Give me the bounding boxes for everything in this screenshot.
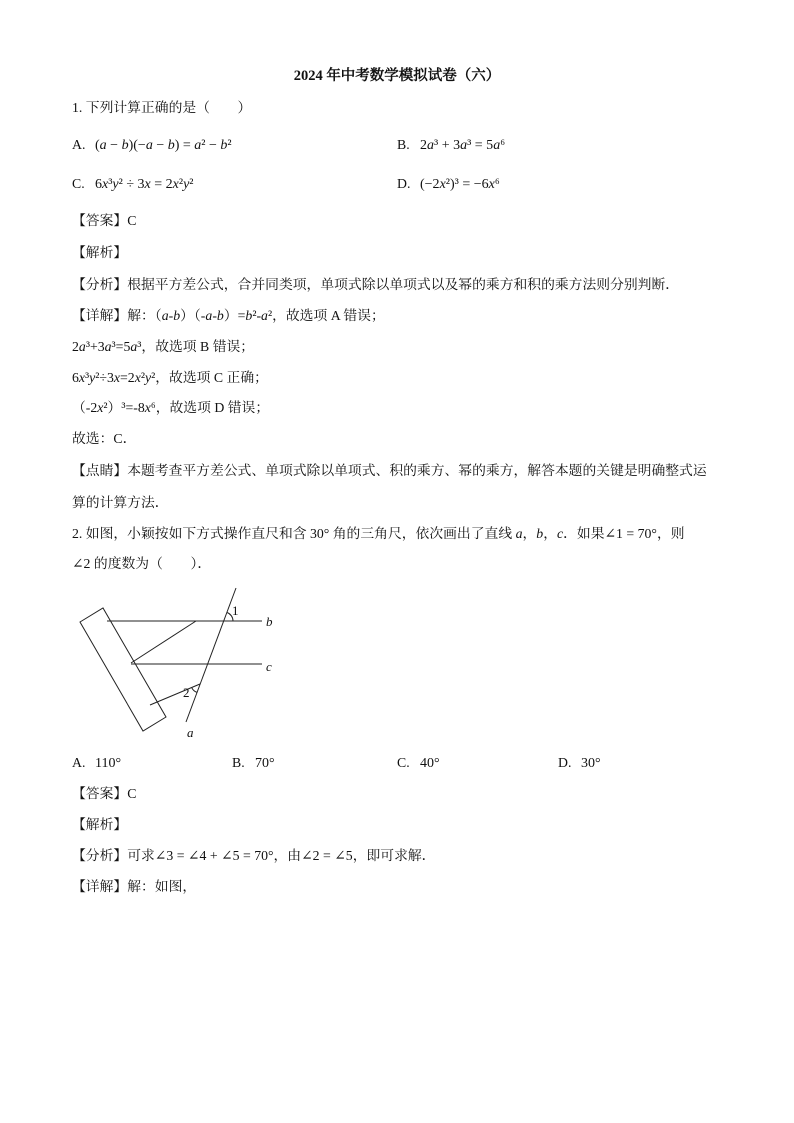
triangle-edge-lower (150, 684, 200, 705)
q1-fenxi-text: 根据平方差公式，合并同类项，单项式除以单项式以及幂的乘方和积的乘方法则分别判断． (127, 277, 680, 292)
q1-xiangjie-tag: 【详解】 (72, 308, 128, 323)
q2-option-b-value: 70° (255, 756, 275, 771)
line-a-label: a (187, 725, 194, 740)
q2-fenxi-tag: 【分析】 (72, 848, 128, 863)
q1-option-c (72, 174, 194, 195)
angle-2-arc (192, 688, 197, 693)
q2-xiangjie (72, 877, 196, 897)
line-a (186, 588, 236, 722)
q1-option-c-label: C. (72, 176, 85, 191)
q1-option-c-formula: 6x³y² ÷ 3x = 2x²y² (95, 177, 194, 192)
line-c-label: c (266, 659, 272, 674)
triangle-edge-upper (131, 621, 196, 663)
q1-answer-value: C (127, 213, 137, 228)
q1-fenxi (72, 275, 679, 295)
q2-option-a (72, 753, 121, 774)
q1-dianjing (72, 461, 707, 481)
q2-stem-line-1: 2. 如图，小颖按如下方式操作直尺和含 30° 角的三角尺，依次画出了直线 a，b，c．如果∠1 = 70°，则 (72, 526, 685, 541)
q2-option-d (558, 753, 601, 774)
q2-xiangjie-tag: 【详解】 (72, 879, 128, 894)
q1-option-b (397, 135, 505, 156)
q1-option-d-formula: (−2x²)³ = −6x⁶ (420, 177, 500, 192)
q2-answer-tag: 【答案】 (72, 786, 128, 801)
q2-answer-value: C (127, 786, 137, 801)
q1-stem: 1. 下列计算正确的是（ ） (72, 100, 252, 115)
q2-option-c-label: C. (397, 755, 410, 770)
q2-option-b (232, 753, 275, 774)
ruler (80, 608, 166, 731)
q1-xiangjie-line-2: 2a³+3a³=5a³，故选项 B 错误； (72, 339, 255, 354)
q1-fenxi-tag: 【分析】 (72, 277, 128, 292)
angle-1-label: 1 (232, 603, 239, 618)
q1-conclusion: 故选：C． (72, 431, 137, 446)
q2-fenxi (72, 846, 435, 866)
q1-xiangjie (72, 306, 385, 326)
q2-option-c (397, 753, 440, 774)
q2-option-b-label: B. (232, 755, 245, 770)
q2-figure (70, 580, 290, 745)
q1-answer-tag: 【答案】 (72, 213, 128, 228)
q1-analysis-heading: 【解析】 (72, 245, 128, 260)
q2-fenxi-text: 可求∠3 = ∠4 + ∠5 = 70°，由∠2 = ∠5，即可求解． (127, 848, 436, 863)
q1-xiangjie-line-3: 6x³y²÷3x=2x²y²，故选项 C 正确； (72, 370, 268, 385)
q1-option-b-label: B. (397, 137, 410, 152)
q1-dianjing-line-1: 本题考查平方差公式、单项式除以单项式、积的乘方、幂的乘方，解答本题的关键是明确整式运 (127, 463, 707, 478)
q2-stem-line-2: ∠2 的度数为（ ）． (72, 556, 212, 571)
q1-answer (72, 211, 136, 231)
q2-xiangjie-text: 解：如图， (127, 879, 197, 894)
q1-dianjing-tag: 【点睛】 (72, 463, 128, 478)
line-b-label: b (266, 614, 273, 629)
angle-2-label: 2 (183, 685, 190, 700)
q1-option-b-formula: 2a³ + 3a³ = 5a⁶ (420, 138, 506, 153)
q1-dianjing-line-2: 算的计算方法． (72, 495, 169, 510)
q1-xiangjie-line-1: 解：（a-b）（-a-b）=b²-a²，故选项 A 错误； (127, 308, 385, 323)
q2-option-d-value: 30° (581, 756, 601, 771)
q2-answer (72, 784, 136, 804)
page-title: 2024 年中考数学模拟试卷（六） (293, 68, 501, 84)
q2-option-d-label: D. (558, 755, 572, 770)
q1-option-a-label: A. (72, 137, 86, 152)
q2-option-a-value: 110° (95, 756, 122, 771)
q1-option-a (72, 135, 232, 156)
q1-option-d (397, 174, 500, 195)
q1-option-a-formula: (a − b)(−a − b) = a² − b² (95, 138, 232, 153)
q2-analysis-heading: 【解析】 (72, 817, 128, 832)
q1-xiangjie-line-4: （-2x²）³=-8x⁶，故选项 D 错误； (72, 400, 270, 415)
q1-option-d-label: D. (397, 176, 411, 191)
q2-option-a-label: A. (72, 755, 86, 770)
q2-option-c-value: 40° (420, 756, 440, 771)
